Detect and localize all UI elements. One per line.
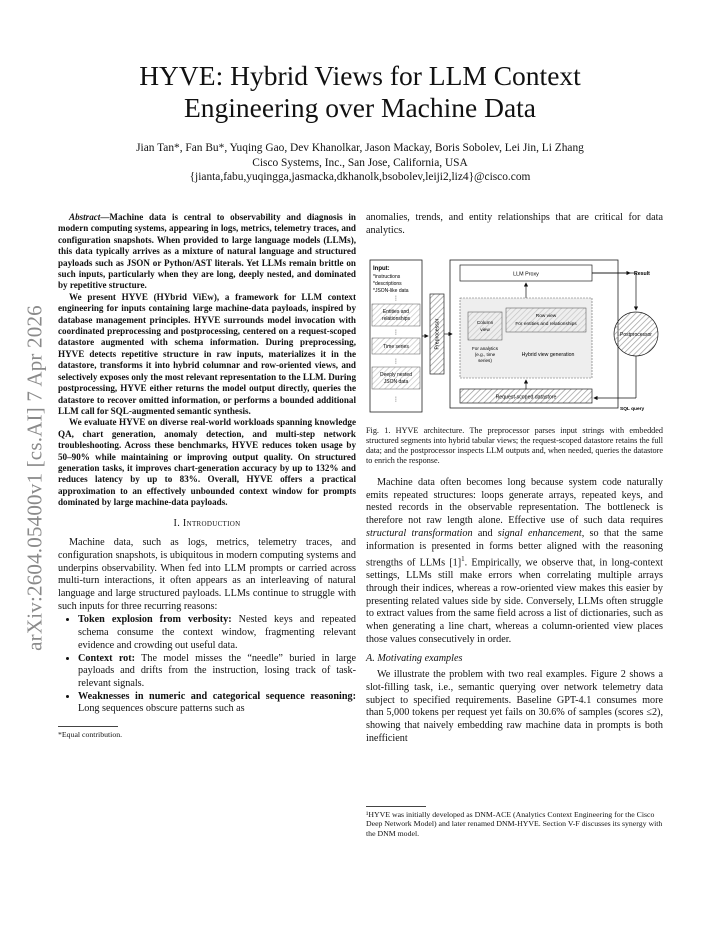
title-line-1: HYVE: Hybrid Views for LLM Context (139, 60, 581, 91)
intro-bullet-list (58, 614, 356, 716)
right-p2: We illustrate the problem with two real examples. Figure 2 shows a slot-filling task, i.e., semantic querying over network telemetry data subject to specified requirements. Baseline GPT-4.1 consumes more than 5,000 tokens per request yet fails on 30.6% of samples (scores ≤2), showing that naively embedding raw machine data in prompts is both inefficient (366, 669, 663, 744)
column-view-label: Column (476, 321, 494, 326)
paper-title (80, 60, 640, 124)
row-view-label: Row view (535, 314, 557, 319)
ellipsis-icon: ⋮ (393, 397, 399, 403)
datastore-label: Request-scoped datastore (495, 394, 557, 401)
row-view-label: For entities and relationships (515, 322, 577, 327)
input-item: *JSON-like data (373, 288, 409, 294)
bullet-head: Context rot: (78, 652, 136, 664)
arxiv-id: arXiv:2604.05400v1 [cs.AI] 7 Apr 2026 (22, 305, 47, 651)
intro-heading: I. Introduction (173, 517, 241, 529)
arxiv-stamp (10, 268, 60, 688)
footnote-equal-contribution: *Equal contribution. (58, 730, 123, 740)
input-item: *descriptions (373, 281, 402, 287)
bullet-item (78, 614, 356, 652)
ellipsis-icon: ⋮ (393, 330, 399, 336)
abstract-p2: We present HYVE (HYbrid ViEw), a framework for LLM context engineering for inputs containing large machine-data payloads, inspired by database management principles. HYVE surrounds model invocation with coordinated preprocessing and postprocessing, centered on a request-scoped datastore augmented with schema information. During preprocessing, HYVE detects repetitive structure in raw inputs, materializes it in the datastore, transforms it into hybrid columnar and row-oriented views, and selectively exposes only the most relevant representation to the LLM. During postprocessing, HYVE either returns the model output directly, queries the datastore to recover omitted information, or performs a bounded additional LLM call for SQL-augmented semantic synthesis. (58, 291, 356, 416)
result-label: Result (634, 271, 650, 277)
nested-json-label: JSON data (383, 379, 409, 385)
footnote-rule (366, 806, 426, 807)
right-column-top (366, 212, 663, 237)
ellipsis-icon: ⋮ (393, 359, 399, 365)
bullet-text: The model misses the “needle” buried in large payloads and drifts from the instruction, losing track of task-relevant signals. (78, 652, 356, 689)
entities-label: relationships (381, 316, 411, 322)
text-run: Machine data often becomes long because system code naturally emits repeated structures: loops generate arrays, repeated keys, and nested records in the observable representation. The bottleneck is therefore not raw length alone. Effective use of such data requires (366, 477, 663, 527)
author-block (80, 141, 640, 185)
right-column-body (366, 477, 663, 745)
bullet-head: Token explosion from verbosity: (78, 614, 232, 626)
text-run: . Empirically, we observe that, in long-context settings, LLMs still make errors when correlating multiple arrays through their indices, whereas a row-oriented view makes this easier by presenting related values side by side. Conversely, LLMs often struggle to extract values from the same field across a list of dictionaries, such as when generating a line chart, whereas a column-oriented view places those values consecutively in order. (366, 557, 663, 645)
sql-query-label: SQL query (620, 407, 645, 412)
nested-json-block (372, 367, 420, 389)
architecture-diagram (368, 258, 664, 418)
figure-1 (368, 258, 664, 418)
text-run: , so that the same information is presented in forms better aligned with the reasoning strengths of LLMs [1] (366, 527, 663, 569)
affiliation: Cisco Systems, Inc., San Jose, California, USA (252, 156, 468, 169)
motivating-examples-heading: A. Motivating examples (366, 652, 463, 664)
bullet-text: Long sequences obscure patterns such as (78, 703, 245, 715)
emphasis: signal enhancement (497, 527, 582, 539)
footnote-hyve: ¹HYVE was initially developed as DNM-ACE (Analytics Context Engineering for the Cisco Deep Network Model) and later renamed DNM-HYVE. Section V-F discusses its synergy with the DNM model. (366, 810, 663, 838)
preprocessor-label: Preprocessor (434, 318, 441, 350)
time-series-label: Time series (383, 344, 409, 350)
column-view-block (468, 312, 502, 340)
right-footnote-block (366, 806, 663, 838)
llm-proxy-label: LLM Proxy (513, 271, 539, 278)
abstract-p1 (58, 212, 356, 292)
email-list: {jianta,fabu,yuqingga,jasmacka,dkhanolk,bsobolev,leiji2,liz4}@cisco.com (189, 171, 531, 183)
left-column (58, 212, 356, 740)
right-top-text: anomalies, trends, and entity relationships that are critical for data analytics. (366, 212, 663, 236)
input-item: *instructions (373, 274, 401, 280)
ellipsis-icon: ⋮ (393, 296, 399, 302)
figure-1-caption: Fig. 1. HYVE architecture. The preprocessor parses input strings with embedded structured segments into hybrid tabular views; the request-scoped datastore retains the full data; and the postprocessor inspects LLM outputs and, when needed, queries the datastore to enrich the response. (366, 426, 663, 465)
analytics-label: (e.g., time (474, 352, 496, 357)
author-list: Jian Tan*, Fan Bu*, Yuqing Gao, Dev Khanolkar, Jason Mackay, Boris Sobolev, Lei Jin, Li Zhang (136, 142, 584, 154)
footnote-rule (58, 726, 118, 727)
intro-p1: Machine data, such as logs, metrics, telemetry traces, and configuration snapshots, is ubiquitous in modern computing systems and underpins observability. When fed into LLM prompts or carried across multi-turn interactions, it often appears as an interleaving of natural language and large structured payloads. LLMs continue to struggle with such inputs for three recurring reasons: (58, 537, 356, 612)
row-view-block (506, 308, 586, 332)
abstract-p3: We evaluate HYVE on diverse real-world workloads spanning knowledge QA, chart generation, anomaly detection, and multi-step network troubleshooting. Across these benchmarks, HYVE reduces token usage by 50–90% while maintaining or improving output quality. On structured generation tasks, it improves chart-generation accuracy by up to 132% and reduces latency by up to 83%. Overall, HYVE offers a practical approximation to an effectively unbounded context window for prompts dominated by large machine-data payloads. (58, 417, 356, 508)
entities-label: Entities and (382, 309, 410, 315)
column-view-label: view (480, 328, 490, 333)
title-line-2: Engineering over Machine Data (183, 92, 536, 123)
bullet-item (78, 691, 356, 716)
bullet-item (78, 653, 356, 691)
analytics-label: series) (478, 358, 492, 363)
postprocessor-label: Postprocessor (620, 332, 652, 338)
abstract-label: Abstract (69, 212, 101, 222)
emphasis: structural transformation (366, 527, 473, 539)
input-title: Input: (373, 266, 390, 272)
analytics-label: For analytics (471, 346, 499, 351)
abstract-p1-text: —Machine data is central to observability and diagnosis in modern computing systems, appearing in logs, metrics, telemetry traces, and configuration snapshots. When provided to large language models (LLMs), this data typically arrives as a mixture of natural language and structured payloads such as JSON or Python/AST literals. Yet LLMs remain brittle on such inputs, particularly when they are long, deeply nested, and dominated by repetitive structure. (58, 212, 356, 291)
footnote-marker: 1 (461, 555, 465, 564)
bullet-head: Weaknesses in numeric and categorical sequence reasoning: (78, 690, 356, 702)
nested-json-label: Deeply nested (380, 372, 412, 378)
hybrid-view-label: Hybrid view generation (521, 352, 575, 358)
bullet-text: Nested keys and repeated schema consume the context window, fragmenting relevant evidence and crowding out useful data. (78, 614, 356, 651)
entities-block (372, 304, 420, 326)
text-run: and (472, 527, 498, 539)
right-p1 (366, 477, 663, 647)
